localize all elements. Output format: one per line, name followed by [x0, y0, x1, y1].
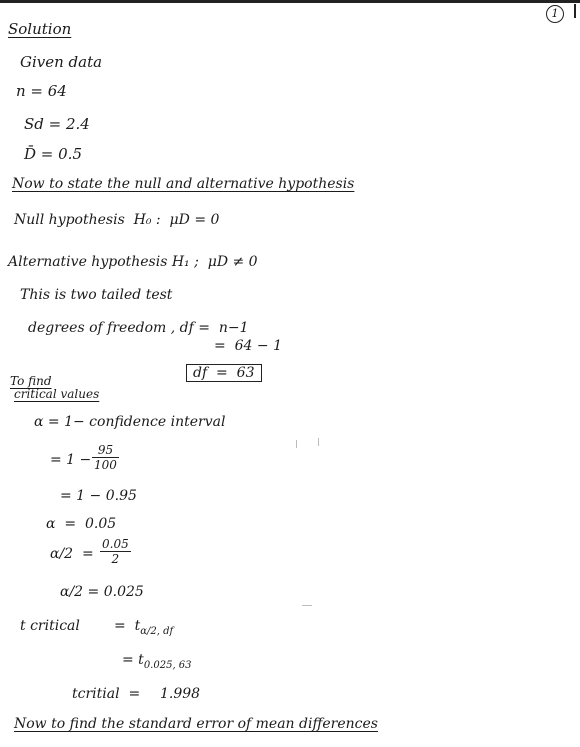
t-critical-label: t critical: [20, 618, 80, 634]
solution-heading: Solution: [8, 20, 72, 38]
t-subscript: α/2, df: [140, 626, 174, 637]
given-dbar: D̄ = 0.5: [24, 145, 82, 163]
degrees-of-freedom: degrees of freedom , df = n−1: [28, 320, 249, 336]
t-critical-formula: [114, 618, 173, 637]
fraction-005-over-2: [100, 537, 131, 566]
t-symbol: = t: [114, 618, 141, 634]
critical-heading-2: critical values: [14, 387, 100, 401]
page-top-edge: [0, 0, 580, 3]
null-hypothesis: Null hypothesis H₀ : μD = 0: [14, 212, 220, 228]
faint-mark: [318, 438, 319, 446]
faint-mark: [302, 605, 312, 606]
alpha-half-prefix: α/2 =: [50, 546, 94, 562]
alpha-value: α = 0.05: [46, 516, 117, 532]
alpha-definition: α = 1− confidence interval: [34, 414, 226, 430]
fraction-denominator: 2: [111, 552, 120, 566]
fraction-numerator: 0.05: [102, 537, 129, 551]
given-data-title: Given data: [20, 53, 103, 71]
t-critical-result-label: tcritial =: [72, 686, 141, 702]
t-subscript: 0.025, 63: [143, 660, 192, 671]
t-critical-substituted: [122, 652, 192, 671]
two-tailed-note: This is two tailed test: [20, 287, 173, 303]
alpha-step2: = 1 − 0.95: [60, 488, 137, 504]
fraction-denominator: 100: [94, 458, 117, 472]
fraction-95-over-100: [92, 443, 119, 472]
fraction-numerator: 95: [92, 443, 119, 458]
alpha-half-value: α/2 = 0.025: [60, 584, 144, 600]
given-n: n = 64: [16, 82, 67, 100]
hypotheses-intro: Now to state the null and alternative hypothesis: [12, 176, 355, 192]
final-line: Now to find the standard error of mean differences: [14, 716, 378, 732]
faint-mark: [296, 440, 297, 448]
t-symbol: = t: [122, 652, 144, 668]
critical-heading-1: To find: [10, 374, 52, 388]
dof-step: = 64 − 1: [214, 338, 282, 354]
t-critical-result-value: 1.998: [160, 686, 201, 702]
alpha-step1-prefix: = 1 −: [50, 452, 92, 468]
given-sd: Sd = 2.4: [24, 115, 90, 133]
page-number: 1: [546, 5, 564, 23]
page-edge-mark: [574, 4, 576, 18]
alternative-hypothesis: Alternative hypothesis H₁ ; μD ≠ 0: [8, 254, 258, 270]
dof-result-box: df = 63: [186, 364, 262, 382]
